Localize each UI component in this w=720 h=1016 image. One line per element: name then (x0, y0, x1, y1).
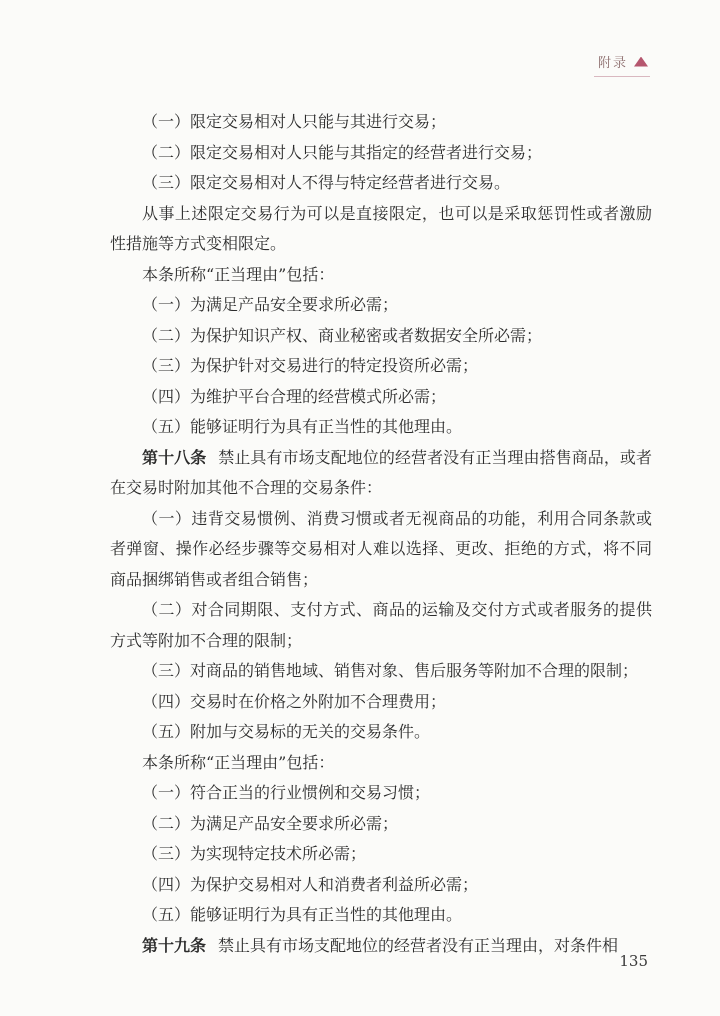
paragraph: （二）为保护知识产权、商业秘密或者数据安全所必需； (142, 325, 543, 345)
page-number: 135 (619, 952, 648, 970)
article-paragraph: 第十八条 禁止具有市场支配地位的经营者没有正当理由搭售商品，或者在交易时附加其他不合理的交易条件： (110, 447, 652, 497)
paragraph: （五）能够证明行为具有正当性的其他理由。 (142, 417, 463, 436)
article-number: 第十八条 (142, 447, 207, 467)
paragraph: （二）限定交易相对人只能与其指定的经营者进行交易； (142, 142, 543, 162)
header-divider (594, 76, 650, 77)
paragraph: （一）限定交易相对人只能与其进行交易； (142, 112, 447, 131)
paragraph: （五）附加与交易标的无关的交易条件。 (142, 722, 431, 741)
paragraph: 从事上述限定交易行为可以是直接限定，也可以是采取惩罚性或者激励性措施等方式变相限定。 (110, 203, 652, 253)
paragraph: （五）能够证明行为具有正当性的其他理由。 (142, 905, 463, 924)
header-title: 附录 (597, 56, 628, 71)
article-number: 第十九条 (142, 935, 207, 955)
paragraph: （四）为保护交易相对人和消费者利益所必需； (142, 874, 479, 894)
article-paragraph: 第十九条 禁止具有市场支配地位的经营者没有正当理由，对条件相 (142, 935, 619, 955)
paragraph: （三）限定交易相对人不得与特定经营者进行交易。 (142, 173, 511, 192)
paragraph: （三）对商品的销售地域、销售对象、售后服务等附加不合理的限制； (142, 661, 639, 680)
paragraph: 本条所称“正当理由”包括： (142, 752, 335, 772)
paragraph: 本条所称“正当理由”包括： (142, 264, 335, 284)
body-text (110, 107, 652, 961)
paragraph: （二）为满足产品安全要求所必需； (142, 813, 399, 833)
running-header (598, 52, 648, 71)
paragraph: （一）违背交易惯例、消费习惯或者无视商品的功能，利用合同条款或者弹窗、操作必经步骤等交易相对人难以选择、更改、拒绝的方式，将不同商品捆绑销售或者组合销售； (110, 508, 652, 589)
paragraph: （三）为实现特定技术所必需； (142, 844, 367, 863)
paragraph: （四）为维护平台合理的经营模式所必需； (142, 386, 447, 406)
paragraph: （一）为满足产品安全要求所必需； (142, 295, 399, 314)
paragraph: （三）为保护针对交易进行的特定投资所必需； (142, 356, 479, 375)
paragraph: （二）对合同期限、支付方式、商品的运输及交付方式或者服务的提供方式等附加不合理的限制； (110, 600, 652, 650)
paragraph: （一）符合正当的行业惯例和交易习惯； (142, 783, 431, 802)
triangle-mark-icon (634, 57, 648, 67)
paragraph: （四）交易时在价格之外附加不合理费用； (142, 691, 447, 711)
